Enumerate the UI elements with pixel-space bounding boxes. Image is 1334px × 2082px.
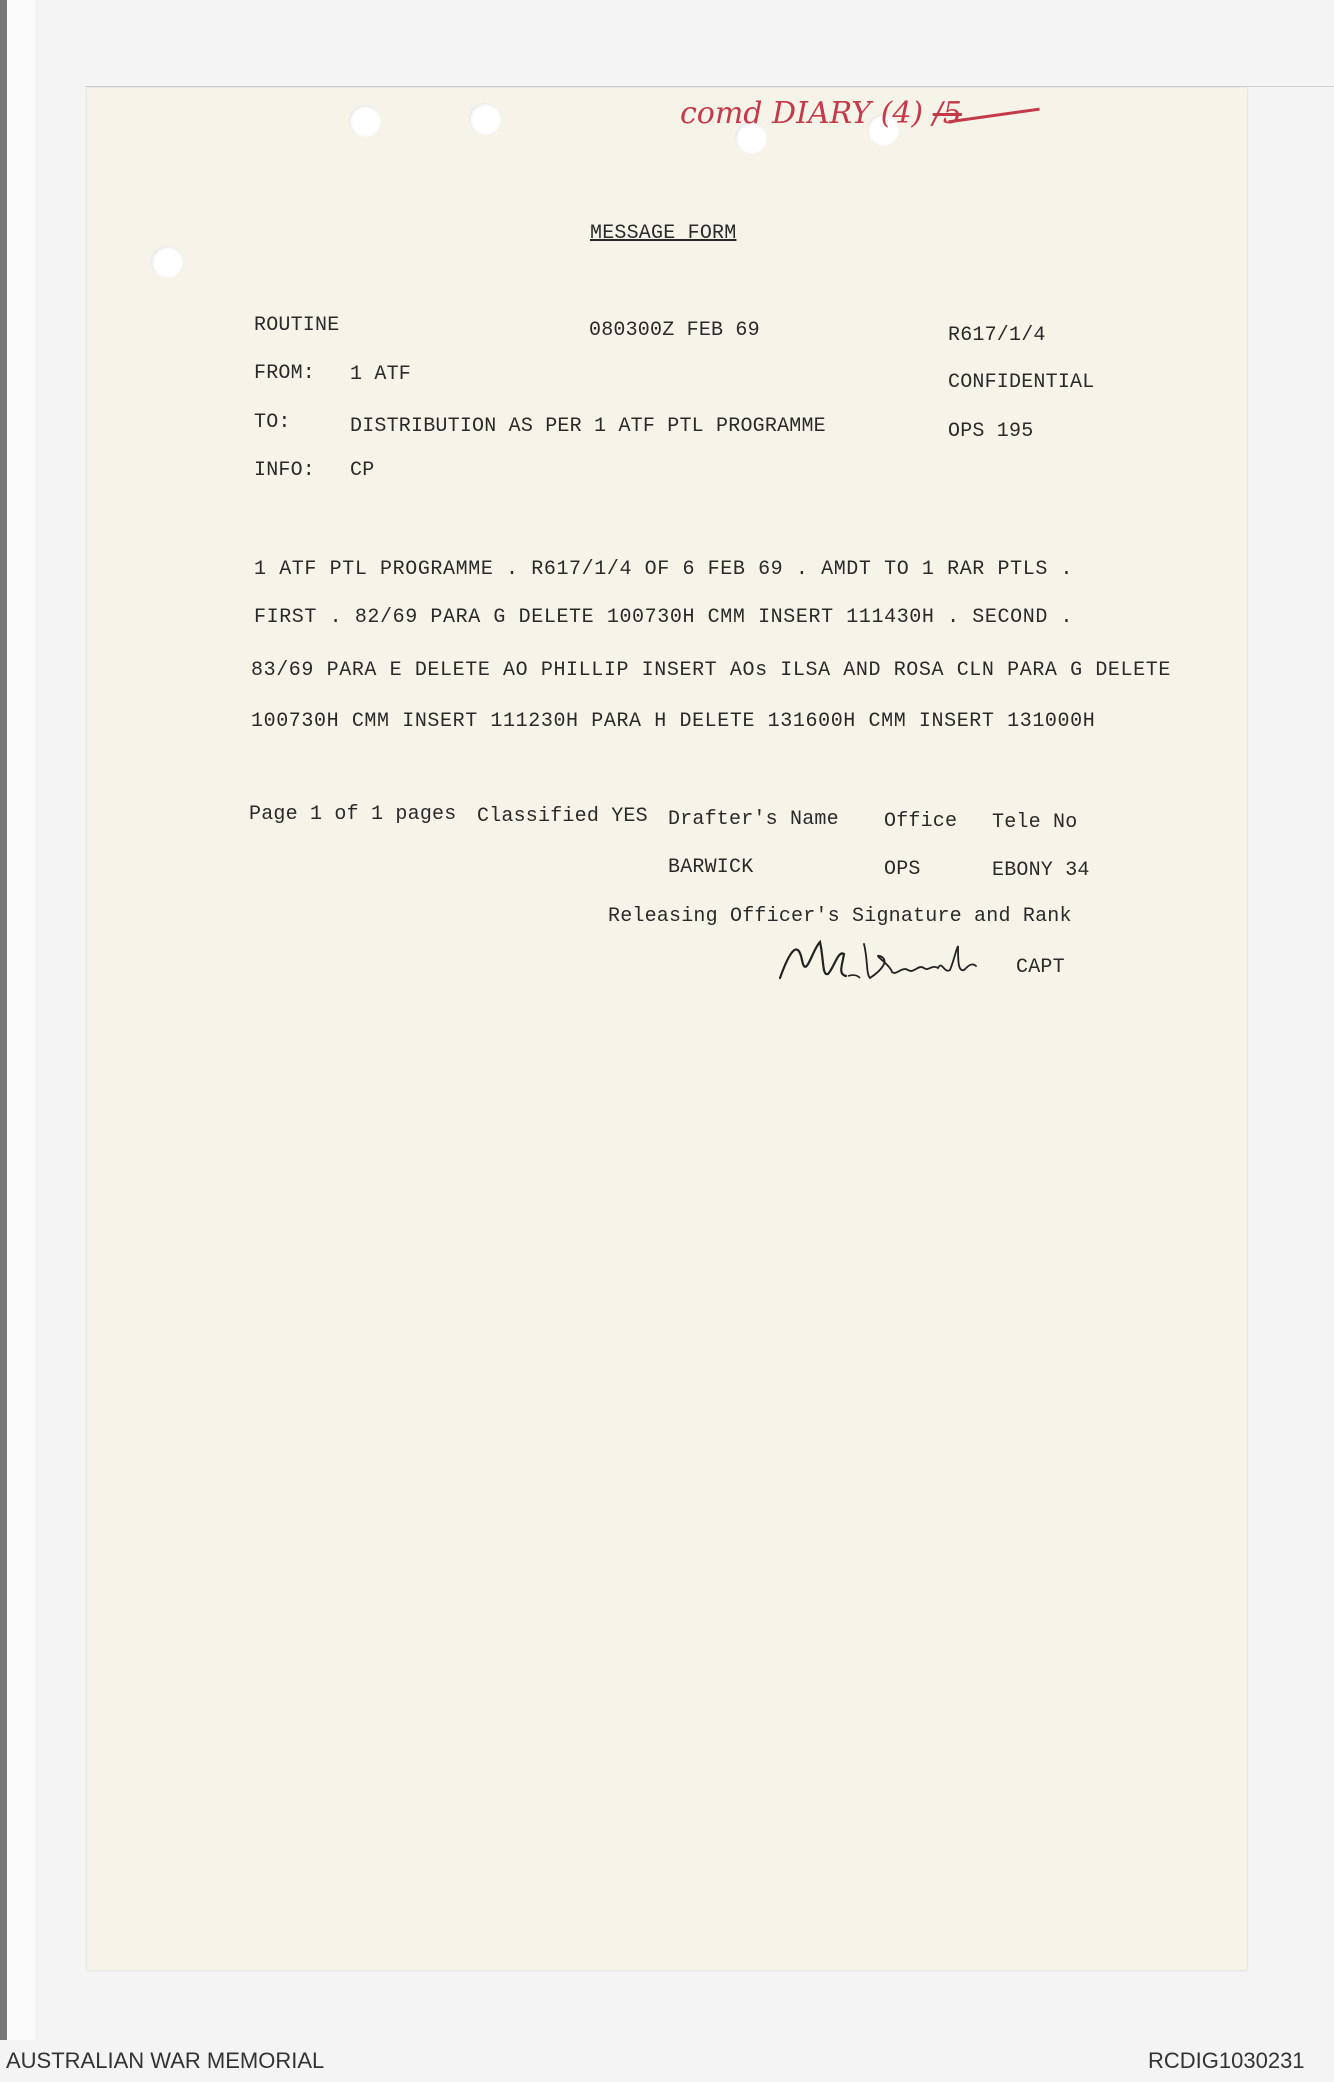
- from-value: 1 ATF: [350, 363, 412, 386]
- message-line: 100730H CMM INSERT 111230H PARA H DELETE 131600H CMM INSERT 131000H: [251, 710, 1096, 733]
- signature: [772, 930, 1012, 1000]
- page-count: Page 1 of 1 pages: [249, 803, 457, 826]
- drafter-label: Drafter's Name: [668, 808, 839, 831]
- scan-background: [7, 0, 35, 2040]
- info-label: INFO:: [254, 459, 316, 482]
- handwritten-annotation: [680, 96, 962, 131]
- precedence: ROUTINE: [254, 314, 340, 337]
- ops-number: OPS 195: [948, 420, 1034, 443]
- scanner-edge-strip: [0, 0, 7, 2040]
- releasing-officer-label: Releasing Officer's Signature and Rank: [608, 905, 1072, 928]
- file-reference: R617/1/4: [948, 324, 1046, 347]
- punch-hole: [151, 246, 183, 278]
- drafter-name: BARWICK: [668, 856, 754, 879]
- info-value: CP: [350, 459, 375, 482]
- rank: CAPT: [1016, 956, 1065, 979]
- to-label: TO:: [254, 411, 291, 434]
- from-label: FROM:: [254, 362, 316, 385]
- message-line: FIRST . 82/69 PARA G DELETE 100730H CMM INSERT 111430H . SECOND .: [254, 606, 1074, 629]
- annotation-strike-text: /5: [932, 96, 962, 131]
- punch-hole: [349, 105, 381, 137]
- office-label: Office: [884, 810, 958, 833]
- punch-hole: [469, 103, 501, 135]
- mount-edge-line: [85, 86, 1334, 87]
- annotation-text: comd DIARY (4): [680, 96, 924, 131]
- office-value: OPS: [884, 858, 921, 881]
- to-value: DISTRIBUTION AS PER 1 ATF PTL PROGRAMME: [350, 415, 826, 438]
- message-line: 1 ATF PTL PROGRAMME . R617/1/4 OF 6 FEB 69 . AMDT TO 1 RAR PTLS .: [254, 558, 1074, 581]
- classification: CONFIDENTIAL: [948, 371, 1095, 394]
- tele-label: Tele No: [992, 811, 1078, 834]
- record-id: RCDIG1030231: [1148, 2048, 1305, 2073]
- classified-flag: Classified YES: [477, 805, 648, 828]
- message-line: 83/69 PARA E DELETE AO PHILLIP INSERT AOs ILSA AND ROSA CLN PARA G DELETE: [251, 659, 1171, 682]
- form-title: MESSAGE FORM: [590, 222, 737, 245]
- institution-caption: AUSTRALIAN WAR MEMORIAL: [6, 2048, 325, 2073]
- date-time-group: 080300Z FEB 69: [589, 319, 760, 342]
- tele-value: EBONY 34: [992, 859, 1090, 882]
